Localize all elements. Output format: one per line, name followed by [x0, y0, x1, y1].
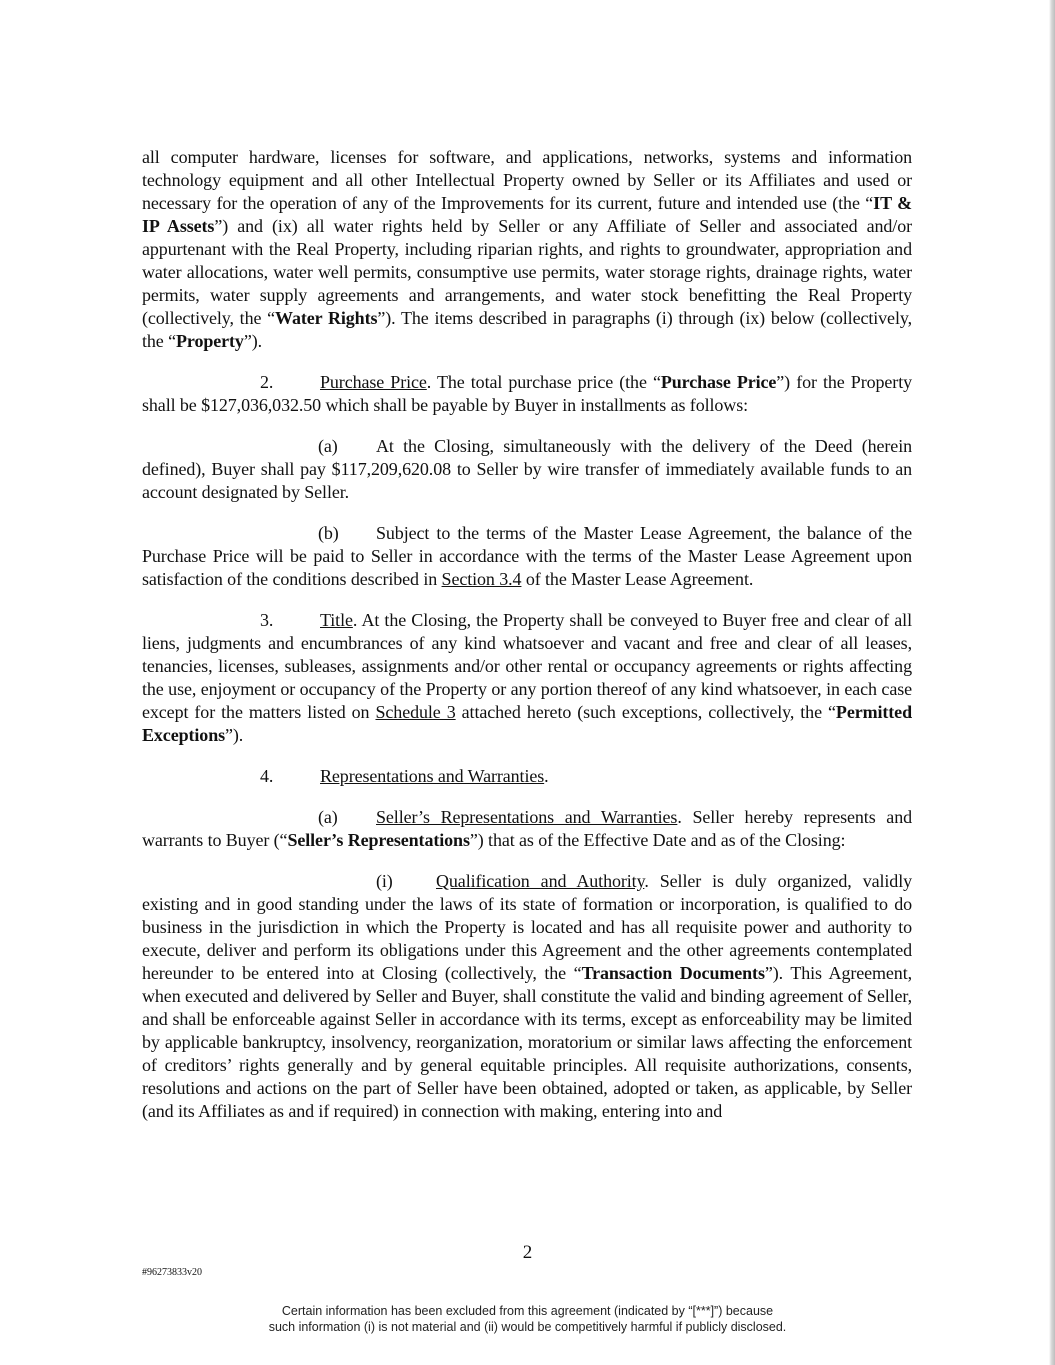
section-heading: Purchase Price — [320, 372, 427, 392]
section-2a: (a) At the Closing, simultaneously with the delivery of the Deed (herein defined), Buyer shall pay $117,209,620.08 to Seller by wire transfer of immediately available funds to an account designated by Seller. — [142, 436, 912, 502]
section-number: 2. — [260, 372, 274, 392]
section-number: 3. — [260, 610, 274, 630]
disclaimer-line-2: such information (i) is not material and (ii) would be competitively harmful if publicly disclosed. — [268, 1320, 787, 1334]
defined-term-transaction-documents: Transaction Documents — [581, 963, 765, 983]
clause-heading: Qualification and Authority — [436, 871, 645, 891]
disclaimer-line-1: Certain information has been excluded from this agreement (indicated by “[***]”) because — [281, 1304, 774, 1318]
scanned-page-edge — [1049, 0, 1055, 1365]
defined-term-permitted-exceptions: Permitted Exceptions — [142, 702, 912, 745]
defined-term-water-rights: Water Rights — [275, 308, 378, 328]
subsection-number: (a) — [318, 436, 338, 456]
subsection-heading: Seller’s Representations and Warranties — [376, 807, 678, 827]
cross-reference-section-3-4: Section 3.4 — [441, 569, 522, 589]
clause-number: (i) — [376, 871, 393, 891]
cross-reference-schedule-3: Schedule 3 — [375, 702, 456, 722]
document-id: #96273833v20 — [142, 1267, 202, 1278]
section-2-purchase-price: 2. Purchase Price. The total purchase price (the “Purchase Price”) for the Property shall be $127,036,032.50 which shall be payable by Buyer in installments as follows: — [142, 372, 912, 415]
document-body — [142, 146, 912, 1123]
page-number: 2 — [522, 1242, 533, 1263]
defined-term-it-ip-assets: IT & IP Assets — [142, 193, 912, 236]
section-4a: (a) Seller’s Representations and Warranties. Seller hereby represents and warrants to Buyer (“Seller’s Representations”) that as of the Effective Date and as of the Closing: — [142, 807, 912, 850]
section-heading: Title — [320, 610, 353, 630]
section-4a-i: (i) Qualification and Authority. Seller is duly organized, validly existing and in good standing under the laws of its state of formation or incorporation, is qualified to do business in the jurisdiction in which the Property is located and has all requisite power and authority to execute, deliver and perform its obligations under this Agreement and the other agreements contemplated hereunder to be entered into at Closing (collectively, the “Transaction Documents”). This Agreement, when executed and delivered by Seller and Buyer, shall constitute the valid and binding agreement of Seller, and shall be enforceable against Seller in accordance with its terms, except as enforceability may be limited by applicable bankruptcy, insolvency, reorganization, moratorium or similar laws affecting the enforcement of creditors’ rights generally and by general equitable principles. All requisite authorizations, consents, resolutions and actions on the part of Seller have been obtained, adopted or taken, as applicable, by Seller (and its Affiliates as and if required) in connection with making, entering into and — [142, 871, 913, 1121]
subsection-number: (a) — [318, 807, 338, 827]
defined-term-purchase-price: Purchase Price — [660, 372, 777, 392]
defined-term-property: Property — [175, 331, 244, 351]
section-4-representations: 4. Representations and Warranties. — [260, 766, 549, 786]
defined-term-sellers-representations: Seller’s Representations — [287, 830, 470, 850]
paragraph-intro: all computer hardware, licenses for software, and applications, networks, systems and information technology equipment and all other Intellectual Property owned by Seller or its Affiliates and used or necessary for the operation of any of the Improvements for its current, future and intended use (the “IT & IP Assets”) and (ix) all water rights held by Seller or any Affiliate of Seller and associated and/or appurtenant with the Real Property, including riparian rights, and rights to groundwater, appropriation and water allocations, water well permits, consumptive use permits, water storage rights, drainage rights, water permits, water supply agreements and arrangements, and water stock benefitting the Real Property (collectively, the “Water Rights”). The items described in paragraphs (i) through (ix) below (collectively, the “Property”). — [142, 147, 912, 351]
section-number: 4. — [260, 766, 274, 786]
section-heading: Representations and Warranties — [320, 766, 545, 786]
section-3-title: 3. Title. At the Closing, the Property shall be conveyed to Buyer free and clear of all liens, judgments and encumbrances of any kind whatsoever and vacant and free and clear of all leases, tenancies, licenses, subleases, assignments and/or other rental or occupancy agreements or rights affecting the use, enjoyment or occupancy of the Property or any portion thereof of any kind whatsoever, in each case except for the matters listed on Schedule 3 attached hereto (such exceptions, collectively, the “Permitted Exceptions”). — [142, 610, 912, 745]
redaction-disclaimer — [0, 1303, 1055, 1335]
subsection-number: (b) — [318, 523, 339, 543]
section-2b: (b) Subject to the terms of the Master Lease Agreement, the balance of the Purchase Price will be paid to Seller in accordance with the terms of the Master Lease Agreement upon satisfaction of the conditions described in Section 3.4 of the Master Lease Agreement. — [142, 523, 912, 589]
